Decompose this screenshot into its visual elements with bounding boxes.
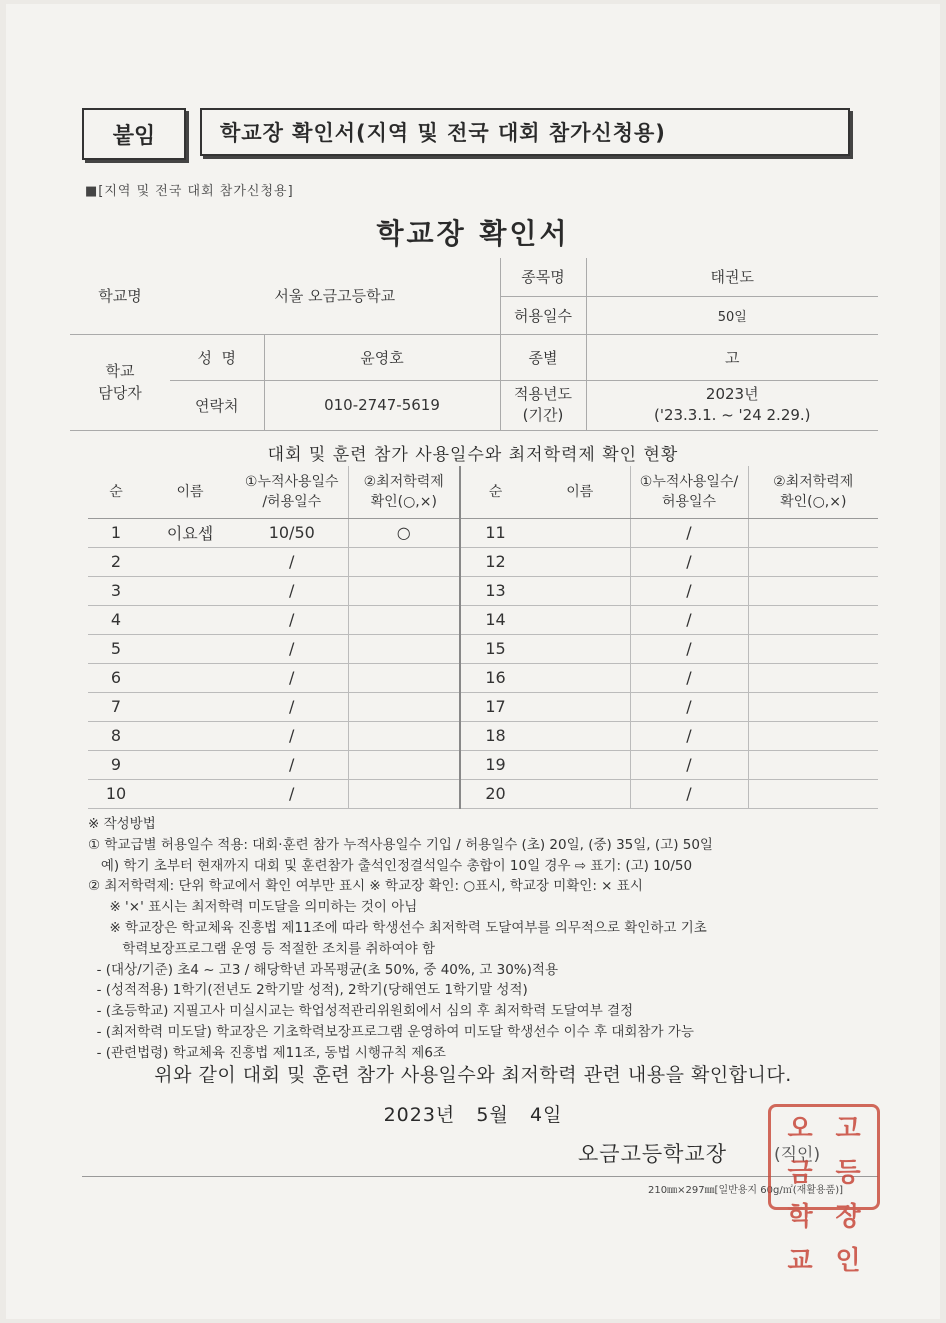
table-cell-name2 [530,692,630,721]
table-cell-name2 [530,750,630,779]
table-cell-name2 [530,634,630,663]
contact-value: 010-2747-5619 [264,380,500,430]
col-header: 순 [460,466,530,518]
table-row [88,634,878,663]
table-cell-chk1 [348,779,460,808]
table-cell-n1: 5 [88,634,144,663]
table-cell-n1: 9 [88,750,144,779]
allowed-days-value: 50일 [586,296,878,334]
status-section-title: 대회 및 훈련 참가 사용일수와 최저학력제 확인 현황 [267,445,679,465]
table-cell-days2: / [630,663,748,692]
table-cell-n2: 16 [460,663,530,692]
table-cell-chk1: ○ [348,518,460,547]
table-cell-days1: / [236,750,348,779]
table-cell-days1: / [236,605,348,634]
table-cell-days1: / [236,576,348,605]
paper-size-note: 210㎜×297㎜[일반용지 60g/㎡(재활용품)] [648,1185,844,1196]
info-table [70,258,878,431]
note-line: ※ '×' 표시는 최저학력 미도달을 의미하는 것이 아님 [88,899,418,916]
table-cell-chk1 [348,547,460,576]
table-cell-n2: 20 [460,779,530,808]
table-cell-chk2 [748,663,878,692]
table-cell-n2: 17 [460,692,530,721]
table-cell-days1: 10/50 [236,518,348,547]
table-cell-n2: 11 [460,518,530,547]
table-cell-chk2 [748,576,878,605]
table-cell-days1: / [236,634,348,663]
event-label: 종목명 [500,258,586,296]
col-header: 이름 [144,466,236,518]
col-header: ①누적사용일수/ 허용일수 [630,466,748,518]
table-cell-name1 [144,634,236,663]
table-cell-name1 [144,605,236,634]
table-cell-name2 [530,663,630,692]
table-cell-days2: / [630,750,748,779]
form-type-tag: ■[지역 및 전국 대회 참가신청용] [85,184,294,199]
table-cell-chk1 [348,576,460,605]
box-title: 학교장 확인서(지역 및 전국 대회 참가신청용) [200,108,850,156]
table-cell-name1 [144,750,236,779]
manager-label: 학교 담당자 [70,334,170,430]
confirm-statement: 위와 같이 대회 및 훈련 참가 사용일수와 최저학력 관련 내용을 확인합니다. [154,1064,792,1086]
table-cell-n1: 1 [88,518,144,547]
col-header: 이름 [530,466,630,518]
table-cell-days1: / [236,663,348,692]
name-value: 윤영호 [264,334,500,380]
seal-char: 학교 [787,1202,813,1276]
table-cell-n2: 19 [460,750,530,779]
table-cell-n1: 7 [88,692,144,721]
table-cell-chk2 [748,750,878,779]
table-cell-days1: / [236,721,348,750]
note-line: - (초등학교) 지필고사 미실시교는 학업성적관리위원회에서 심의 후 최저학력 도달여부 결정 [88,1003,634,1020]
note-line: ② 최저학력제: 단위 학교에서 확인 여부만 표시 ※ 학교장 확인: ○표시, 학교장 미확인: × 표시 [88,878,643,895]
table-cell-n2: 18 [460,721,530,750]
col-header: ①누적사용일수 /허용일수 [236,466,348,518]
table-cell-chk2 [748,547,878,576]
table-cell-name2 [530,547,630,576]
name-label: 성 명 [170,334,264,380]
table-cell-name1 [144,576,236,605]
table-cell-chk2 [748,634,878,663]
table-cell-name1 [144,721,236,750]
table-cell-n2: 15 [460,634,530,663]
table-cell-n1: 4 [88,605,144,634]
table-cell-chk1 [348,721,460,750]
note-line: - (대상/기준) 초4 ~ 고3 / 해당학년 과목평균(초 50%, 중 40%, 고 30%)적용 [88,961,558,978]
table-cell-days2: / [630,692,748,721]
note-line: - (최저학력 미도달) 학교장은 기초학력보장프로그램 운영하여 미도달 학생선수 이수 후 대회참가 가능 [88,1023,694,1040]
table-cell-days1: / [236,779,348,808]
table-row [88,547,878,576]
table-cell-name2 [530,779,630,808]
school-value: 서울 오금고등학교 [170,258,500,334]
year-value: 2023년 [705,385,759,403]
table-row [88,518,878,547]
table-cell-days2: / [630,605,748,634]
table-cell-chk2 [748,721,878,750]
table-cell-name2 [530,605,630,634]
period-value: ('23.3.1. ~ '24 2.29.) [653,406,811,424]
col-header: ②최저학력제 확인(○,×) [748,466,878,518]
school-label: 학교명 [70,258,170,334]
table-cell-chk2 [748,605,878,634]
table-cell-days2: / [630,518,748,547]
note-line: 예) 학기 초부터 현재까지 대회 및 훈련참가 출석인정결석일수 총합이 10일 경우 ⇨ 표기: (고) 10/50 [88,857,693,874]
table-cell-n2: 12 [460,547,530,576]
table-row [88,576,878,605]
table-cell-days1: / [236,692,348,721]
year-period-cell [586,380,878,430]
table-cell-n2: 13 [460,576,530,605]
table-cell-name1: 이요셉 [144,518,236,547]
issue-date: 2023년 5월 4일 [383,1104,563,1126]
table-row [88,692,878,721]
attachment-label: 붙임 [82,108,186,160]
status-table [88,466,878,809]
table-cell-name1 [144,779,236,808]
table-cell-name1 [144,692,236,721]
table-cell-name2 [530,576,630,605]
table-row [88,721,878,750]
table-cell-chk2 [748,779,878,808]
seal-char: 장인 [835,1202,861,1276]
table-cell-n1: 8 [88,721,144,750]
note-line: ① 학교급별 허용일수 적용: 대회·훈련 참가 누적사용일수 기입 / 허용일수 (초) 20일, (중) 35일, (고) 50일 [88,836,713,853]
table-cell-n1: 6 [88,663,144,692]
col-header: ②최저학력제 확인(○,×) [348,466,460,518]
principal-title: 오금고등학교장 [578,1142,728,1166]
table-cell-name1 [144,547,236,576]
table-row [88,750,878,779]
table-cell-name2 [530,721,630,750]
table-cell-days2: / [630,779,748,808]
instructions [88,814,888,1064]
level-label: 종별 [500,334,586,380]
note-line: ※ 학교장은 학교체육 진흥법 제11조에 따라 학생선수 최저학력 도달여부를 의무적으로 확인하고 기초 [88,919,707,936]
allowed-days-label: 허용일수 [500,296,586,334]
table-cell-days2: / [630,576,748,605]
seal-label: (직인) [774,1145,821,1165]
table-cell-chk1 [348,605,460,634]
contact-label: 연락처 [170,380,264,430]
table-cell-chk1 [348,692,460,721]
table-cell-chk1 [348,663,460,692]
table-cell-n2: 14 [460,605,530,634]
official-seal-stamp [768,1104,880,1276]
table-cell-chk1 [348,750,460,779]
table-row [88,663,878,692]
table-cell-n1: 3 [88,576,144,605]
table-cell-days2: / [630,721,748,750]
level-value: 고 [586,334,878,380]
table-cell-chk2 [748,692,878,721]
note-line: - (관련법령) 학교체육 진흥법 제11조, 동법 시행규칙 제6조 [88,1044,446,1061]
year-label: 적용년도 (기간) [500,380,586,430]
table-cell-days1: / [236,547,348,576]
seal-char: 오금 [787,1114,813,1188]
seal-char: 고등 [835,1114,861,1188]
event-value: 태권도 [586,258,878,296]
table-cell-n1: 2 [88,547,144,576]
note-line: 학력보장프로그램 운영 등 적절한 조치를 취하여야 함 [88,940,435,957]
table-cell-days2: / [630,547,748,576]
divider [82,1176,878,1177]
status-rows [88,518,878,808]
col-header: 순 [88,466,144,518]
table-cell-chk1 [348,634,460,663]
note-line: - (성적적용) 1학기(전년도 2학기말 성적), 2학기(당해연도 1학기말 성적) [88,982,528,999]
table-row [88,605,878,634]
table-cell-days2: / [630,634,748,663]
table-cell-n1: 10 [88,779,144,808]
document-title: 학교장 확인서 [376,217,570,250]
table-row [88,779,878,808]
note-line: ※ 작성방법 [88,816,156,832]
table-cell-chk2 [748,518,878,547]
table-cell-name2 [530,518,630,547]
table-cell-name1 [144,663,236,692]
